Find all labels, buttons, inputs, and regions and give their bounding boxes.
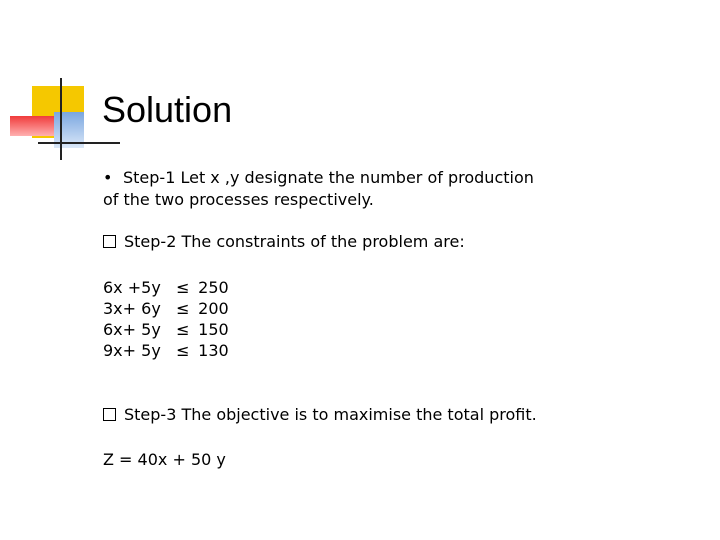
objective-function: Z = 40x + 50 y — [103, 450, 226, 469]
box-bullet-icon — [103, 408, 116, 421]
slide-title: Solution — [102, 89, 233, 130]
step1-text-line1: Step-1 Let x ,y designate the number of production — [123, 168, 534, 187]
constraints-list — [103, 277, 229, 361]
constraint-row — [103, 298, 229, 319]
constraint-row — [103, 277, 229, 298]
constraint-operator: ≤ — [176, 278, 190, 297]
constraint-rhs: 130 — [198, 341, 229, 360]
constraint-rhs: 250 — [198, 278, 229, 297]
constraint-row — [103, 340, 229, 361]
step2-text: Step-2 The constraints of the problem are: — [124, 232, 465, 251]
constraint-operator: ≤ — [176, 341, 190, 360]
step1-line1 — [103, 167, 534, 188]
bullet-icon: • — [103, 168, 113, 187]
constraint-term-x: 3x+ — [103, 299, 137, 318]
step1-text-line2: of the two processes respectively. — [103, 190, 374, 209]
constraint-term-y: 6y — [141, 299, 161, 318]
constraint-term-x: 9x+ — [103, 341, 137, 360]
constraint-rhs: 200 — [198, 299, 229, 318]
constraint-rhs: 150 — [198, 320, 229, 339]
box-bullet-icon — [103, 235, 116, 248]
step3-text: Step-3 The objective is to maximise the total profit. — [124, 405, 537, 424]
constraint-term-x: 6x + — [103, 278, 142, 297]
constraint-row — [103, 319, 229, 340]
constraint-term-y: 5y — [141, 320, 161, 339]
constraint-term-y: 5y — [141, 341, 161, 360]
constraint-term-y: 5y — [141, 278, 161, 297]
constraint-term-x: 6x+ — [103, 320, 137, 339]
decorative-vertical-line — [60, 78, 62, 160]
decorative-horizontal-line — [38, 142, 120, 144]
constraint-operator: ≤ — [176, 299, 190, 318]
constraint-operator: ≤ — [176, 320, 190, 339]
step2-line — [103, 231, 465, 252]
step3-line — [103, 404, 537, 425]
decorative-red-bar — [10, 116, 58, 136]
